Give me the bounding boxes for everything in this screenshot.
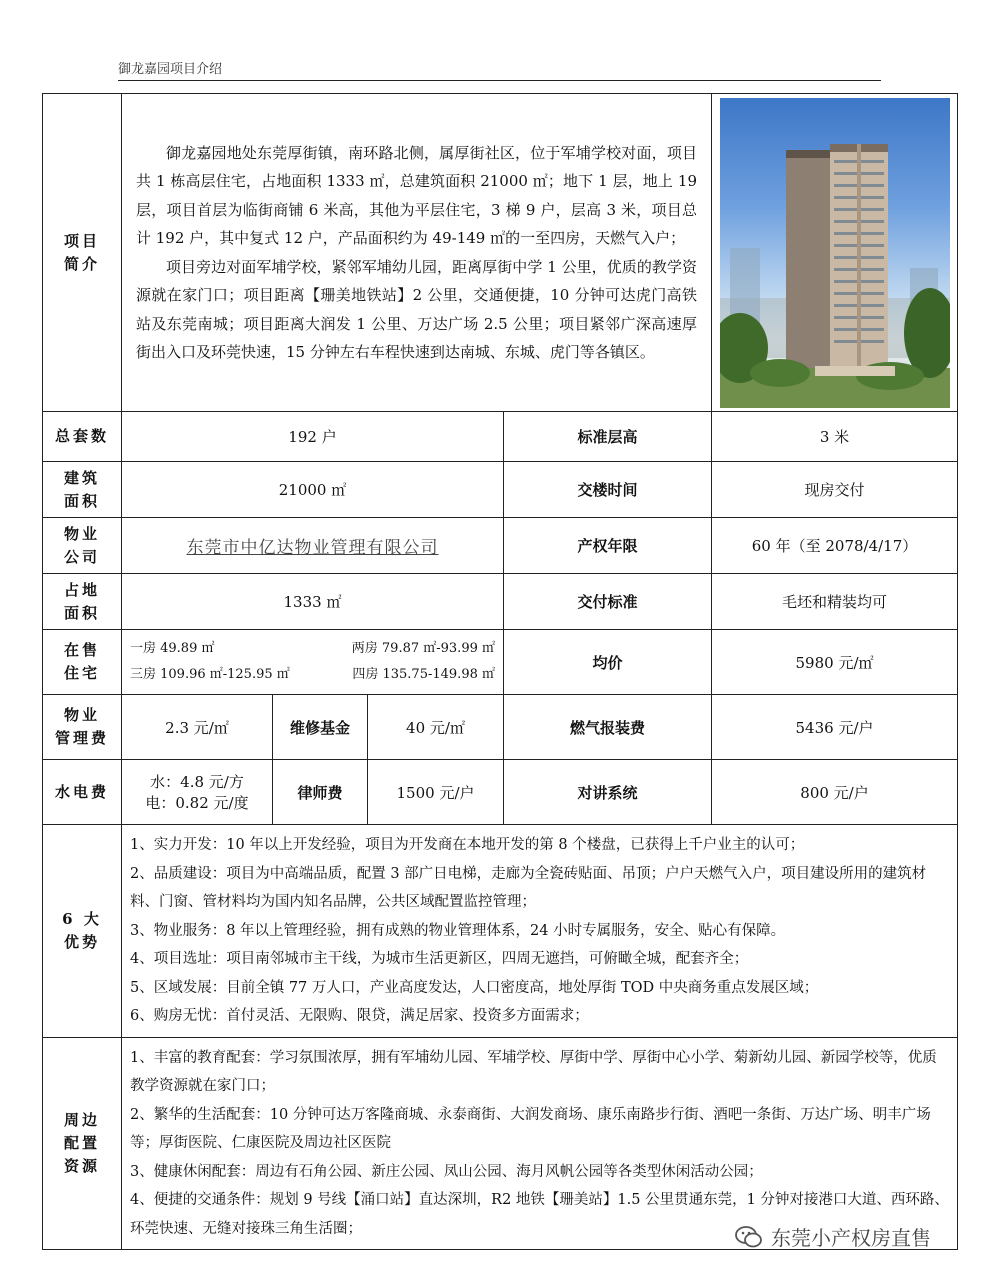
surroundings-content [122, 1037, 958, 1250]
floor-height-value: 3 米 [712, 412, 958, 462]
advantage-item: 1、实力开发：10 年以上开发经验，项目为开发商在本地开发的第 8 个楼盘，已获得上千户业主的认可； [130, 837, 805, 853]
lawyer-fee-value: 1500 元/户 [368, 760, 504, 825]
total-units-value: 192 户 [122, 412, 504, 462]
lawyer-fee-label: 律师费 [273, 760, 368, 825]
land-area-value: 1333 ㎡ [122, 574, 504, 630]
avg-price-label: 均价 [504, 630, 712, 695]
on-sale-units [122, 630, 504, 695]
building-photo [720, 98, 950, 408]
building-photo-cell [712, 94, 958, 412]
handover-label: 交楼时间 [504, 462, 712, 518]
surrounding-item: 2、繁华的生活配套：10 分钟可达万客隆商城、永泰商街、大润发商场、康乐南路步行街、酒吧一条街、万达广场、明丰广场等；厚街医院、仁康医院及周边社区医院 [130, 1106, 931, 1151]
land-area-label: 占地 面积 [43, 574, 122, 630]
delivery-value: 毛坯和精装均可 [712, 574, 958, 630]
maint-fund-value: 40 元/㎡ [368, 695, 504, 760]
advantage-item: 4、项目选址：项目南邻城市主干线，为城市生活更新区，四周无遮挡，可俯瞰全城，配套齐全； [130, 951, 749, 967]
electric-fee: 电：0.82 元/度 [145, 794, 249, 812]
unit-type-2: 两房 79.87 ㎡-93.99 ㎡ [351, 641, 495, 656]
wechat-watermark [735, 1222, 931, 1251]
surrounding-item: 1、丰富的教育配套：学习氛围浓厚，拥有军埔幼儿园、军埔学校、厚街中学、厚街中心小学、菊新幼儿园、新园学校等，优质教学资源就在家门口； [130, 1049, 937, 1094]
unit-type-3: 三房 109.96 ㎡-125.95 ㎡ [130, 667, 290, 682]
advantage-item: 5、区域发展：目前全镇 77 万人口，产业高度发达，人口密度高，地处厚街 TOD 中央商务重点发展区域； [130, 979, 819, 996]
intro-paragraph-2: 项目旁边对面军埔学校，紧邻军埔幼儿园，距离厚街中学 1 公里，优质的教学资源就在家门口；项目距离【珊美地铁站】2 公里，交通便捷，10 分钟可达虎门高铁站及东莞南城；项目距离大润发 1 公里、万达广场 2.5 公里；项目紧邻广深高速厚街出入口及环莞快速，15 分钟左右车程快速到达南城、东城、虎门等各镇区。 [136, 257, 698, 361]
intro-paragraph-1: 御龙嘉园地处东莞厚街镇，南环路北侧，属厚街社区，位于军埔学校对面，项目共 1 栋高层住宅，占地面积 1333 ㎡，总建筑面积 21000 ㎡；地下 1 层，地上 19 层，项目首层为临街商铺 6 米高，其他为平层住宅，3 梯 9 户，层高 3 米，项目总计 192 户，其中复式 12 户，产品面积约为 49-149 ㎡的一至四房，天燃气入户； [136, 143, 698, 247]
advantages-label: 6 大 优势 [43, 825, 122, 1038]
water-fee: 水：4.8 元/方 [150, 773, 244, 791]
intro-content [122, 94, 712, 412]
intro-label: 项目 简介 [43, 94, 122, 412]
utility-label: 水电费 [43, 760, 122, 825]
gas-fee-value: 5436 元/户 [712, 695, 958, 760]
advantage-item: 6、购房无忧：首付灵活、无限购、限贷，满足居家、投资多方面需求； [130, 1008, 589, 1024]
document-header-title: 御龙嘉园项目介绍 [118, 62, 223, 77]
surrounding-item: 4、便捷的交通条件：规划 9 号线【涌口站】直达深圳，R2 地铁【珊美站】1.5 公里贯通东莞，1 分钟对接港口大道、西环路、环莞快速、无缝对接珠三角生活圈； [130, 1192, 949, 1237]
property-company-label: 物业 公司 [43, 518, 122, 574]
handover-value: 现房交付 [712, 462, 958, 518]
tenure-label: 产权年限 [504, 518, 712, 574]
mgmt-fee-value: 2.3 元/㎡ [122, 695, 273, 760]
delivery-label: 交付标准 [504, 574, 712, 630]
advantages-content [122, 825, 958, 1038]
maint-fund-label: 维修基金 [273, 695, 368, 760]
property-company-cell [122, 518, 504, 574]
intercom-value: 800 元/户 [712, 760, 958, 825]
intercom-label: 对讲系统 [504, 760, 712, 825]
mgmt-fee-label: 物业 管理费 [43, 695, 122, 760]
header-divider [118, 80, 881, 81]
wechat-icon [735, 1225, 763, 1249]
surrounding-item: 3、健康休闲配套：周边有石角公园、新庄公园、凤山公园、海月风帆公园等各类型休闲活动公园； [130, 1163, 763, 1180]
gas-fee-label: 燃气报装费 [504, 695, 712, 760]
property-company-value: 东莞市中亿达物业管理有限公司 [186, 538, 439, 558]
watermark-text: 东莞小产权房直售 [771, 1226, 931, 1250]
surroundings-label: 周边 配置 资源 [43, 1037, 122, 1250]
build-area-value: 21000 ㎡ [122, 462, 504, 518]
advantage-item: 3、物业服务：8 年以上管理经验，拥有成熟的物业管理体系，24 小时专属服务，安全、贴心有保障。 [130, 922, 786, 939]
total-units-label: 总套数 [43, 412, 122, 462]
tenure-value: 60 年（至 2078/4/17） [712, 518, 958, 574]
project-info-table [42, 93, 958, 1250]
floor-height-label: 标准层高 [504, 412, 712, 462]
avg-price-value: 5980 元/㎡ [712, 630, 958, 695]
utility-values [122, 760, 273, 825]
unit-type-4: 四房 135.75-149.98 ㎡ [352, 667, 495, 682]
build-area-label: 建筑 面积 [43, 462, 122, 518]
unit-type-1: 一房 49.89 ㎡ [130, 641, 215, 656]
advantage-item: 2、品质建设：项目为中高端品质，配置 3 部广日电梯，走廊为全瓷砖贴面、吊顶；户户天燃气入户，项目建设所用的建筑材料、门窗、管材料均为国内知名品牌，公共区域配置监控管理； [130, 865, 927, 910]
on-sale-label: 在售 住宅 [43, 630, 122, 695]
